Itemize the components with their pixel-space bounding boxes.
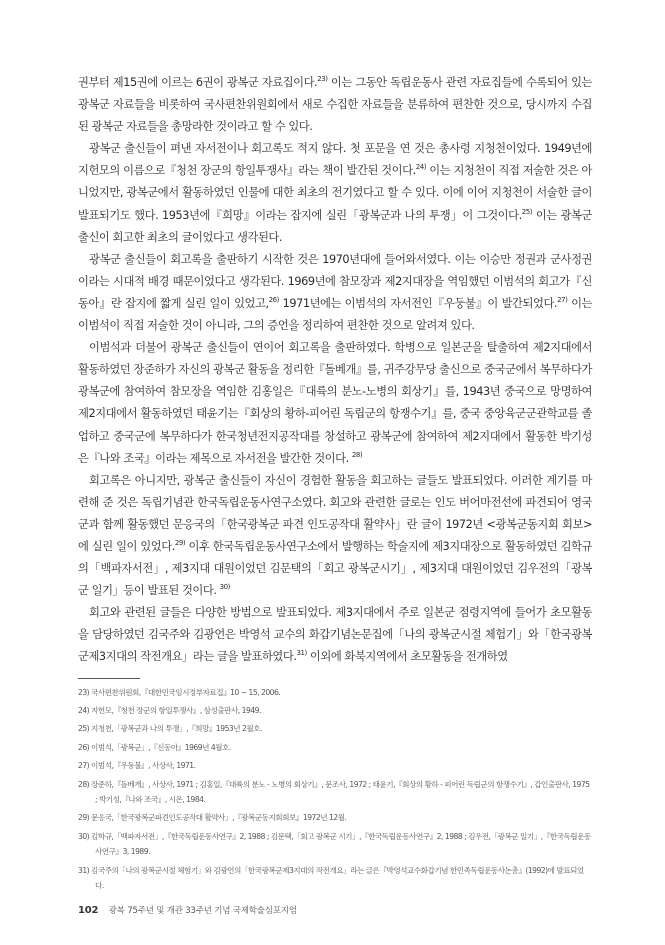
paragraph-text: 권부터 제15권에 이르는 6권이 광복군 자료집이다. bbox=[78, 76, 318, 89]
footnote: 25) 지청천,「광복군과 나의 투쟁」,『희망』1953년 2월호. bbox=[78, 724, 262, 734]
paragraph-text: 이는 그동안 독립운동사 관련 자료집들에 수록되어 있는 광복군 자료들을 비롯하여 국사편찬위원회에서 새로 수집한 자료들을 분류하여 편찬한 것으로, 당시까지 수집된 광복군 자료들을 총망라한 것이라고 할 수 있다. bbox=[78, 76, 593, 134]
footnote: 24) 지헌모,『청천 장군의 항일투쟁사』, 삼성출판사, 1949. bbox=[78, 706, 261, 716]
paragraph-text: 이외에 화북지역에서 초모활동을 전개하였 bbox=[306, 650, 508, 664]
footnote-reference[interactable]: 30) bbox=[219, 583, 230, 592]
body-paragraph bbox=[78, 602, 592, 668]
footnote: 26) 이범석,「광복군」,『신동아』1969년 4월호. bbox=[78, 742, 231, 752]
paragraph-text: 광복군 출신들이 회고록을 출판하기 시작한 것은 1970년대에 들어와서였다. 이는 이승만 정권과 군사정권이라는 시대적 배경 때문이었다고 생각된다. 1969년에 참모장과 제2지대장을 역임했던 이범석의 회고가『신동아』란 잡지에 짧게 실린 일이 있었고, bbox=[78, 252, 592, 310]
footnote-reference[interactable]: 28) bbox=[351, 450, 363, 459]
page-number: 102 bbox=[78, 905, 99, 916]
paragraph-text: 이는 지청천이 직접 저술한 것은 아니었지만, 광복군에서 활동하였던 인물에 대한 최초의 전기였다고 할 수 있다. 이에 이어 지청천이 서술한 글이 발표되기도 했다. 1953년에『희망』이라는 잡지에 실린「광복군과 나의 투쟁」이 그것이다. bbox=[78, 164, 592, 222]
body-text bbox=[78, 72, 592, 669]
body-paragraph bbox=[78, 337, 592, 470]
body-paragraph bbox=[78, 72, 592, 138]
paragraph-text: 이는 이범석이 직접 저술한 것이 아니라, 그의 증언을 정리하여 편찬한 것으로 알려져 있다. bbox=[78, 296, 592, 333]
footnote-reference[interactable]: 27) bbox=[557, 296, 568, 305]
paragraph-text: 1971년에는 이범석의 자서전인『우둥불』이 발간되었다. bbox=[278, 296, 558, 310]
footnote: 27) 이범석,『우둥불』, 사상사, 1971. bbox=[78, 760, 196, 770]
footnote-reference[interactable]: 31) bbox=[296, 649, 307, 658]
footnote-reference[interactable]: 25) bbox=[521, 207, 533, 216]
paragraph-text: 회고록은 아니지만, 광복군 출신들이 자신이 경험한 활동을 회고하는 글들도 발표되었다. 이러한 계기를 마련해 준 것은 독립기념관 한국독립운동사연구소였다. 회고와 관련한 글로는 인도 버어마전선에 파견되어 영국군과 함께 활동했던 문응국의「한국광복군 파견 인도공작대 활약사」란 글이 1972년 <광복군동지회 회보>에 실린 일이 있었다. bbox=[78, 473, 592, 553]
body-paragraph bbox=[78, 138, 592, 248]
footnote-reference[interactable]: 26) bbox=[268, 296, 279, 305]
footnote: 30) 김학규,「백파자서전」,『한국독립운동사연구』2, 1988 ; 김문택,「회고 광복군 시기」,『한국독립운동사연구』2, 1988 ; 김우전,「광복군 일기」,『한국독립운동사연구』3, 1989. bbox=[78, 832, 591, 857]
footnote-reference[interactable]: 23) bbox=[317, 75, 328, 84]
footnote-divider bbox=[78, 678, 140, 679]
paragraph-text: 회고와 관련된 글들은 다양한 방법으로 발표되었다. 제3지대에서 주로 일본군 점령지역에 들어가 초모활동을 담당하였던 김국주와 김광언은 박영석 교수의 화갑기념논문집에「나의 광복군시절 체험기」와「한국광복군제3지대의 작전개요」라는 글을 발표하였다. bbox=[78, 606, 592, 664]
footnote: 23) 국사편찬위원회,『대한민국임시정부자료집』10 ~ 15, 2006. bbox=[78, 688, 281, 697]
body-paragraph bbox=[78, 249, 592, 337]
footnote: 31) 김국주의「나의 광복군시절 체험기」와 김광언의「한국광복군제3지대의 작전개요」라는 글은『박영석교수화갑기념 한민족독립운동사논총』(1992)에 발표되었다. bbox=[78, 866, 584, 891]
body-paragraph bbox=[78, 470, 592, 603]
footnote-reference[interactable]: 24) bbox=[415, 163, 427, 172]
footnote: 28) 장준하,『돌베개』, 사상사, 1971 ; 김홍일,『대륙의 분노 - 노병의 회상기』, 문조사, 1972 ; 태윤기,『회상의 황하 - 피어린 독립군의 항쟁수기』, 갑인출판사, 1975 ; 박기성,『나와 조국』, 시온, 1984. bbox=[78, 780, 590, 805]
paragraph-text: 이범석과 더불어 광복군 출신들이 연이어 회고록을 출판하였다. 학병으로 일본군을 탈출하여 제2지대에서 활동하였던 장준하가 자신의 광복군 활동을 정리한『돌베개』를, 귀주강무당 출신으로 중국군에서 복무하다가 광복군에 참여하여 참모장을 역임한 김홍일은『대륙의 분노-노병의 회상기』를, 1943년 중국으로 망명하여 제2지대에서 활동하였던 태윤기는『회상의 황하-피어린 독립군의 항쟁수기』를, 중국 중앙육군군관학교를 졸업하고 중국군에 복무하다가 한국청년전지공작대를 창설하고 광복군에 참여하여 제2지대에서 활동한 박기성은『나와 조국』이라는 제목으로 자서전을 발간한 것이다. bbox=[78, 341, 592, 465]
footnote-reference[interactable]: 29) bbox=[174, 539, 186, 548]
running-title: 광복 75주년 및 개관 33주년 기념 국제학술심포지엄 bbox=[108, 906, 297, 916]
footnote: 29) 문응국,「한국광복군파견인도공작대 활약사」,『광복군동지회회보』1972년 12월. bbox=[78, 813, 347, 823]
paragraph-text: 광복군 출신들이 펴낸 자서전이나 회고록도 적지 않다. 첫 포문을 연 것은 총사령 지청천이었다. 1949년에 지헌모의 이름으로『청천 장군의 항일투쟁사』라는 책이 발간된 것이다. bbox=[78, 142, 592, 178]
paragraph-text: 이는 광복군 출신이 회고한 최초의 글이었다고 생각된다. bbox=[78, 208, 592, 244]
paragraph-text: 이후 한국독립운동사연구소에서 발행하는 학술지에 제3지대장으로 활동하였던 김학규의「백파자서전」, 제3지대 대원이었던 김문택의「회고 광복군시기」, 제3지대 대원이었던 김우전의「광복군 일기」등이 발표된 것이다. bbox=[78, 539, 592, 598]
footnotes bbox=[78, 684, 592, 895]
page-footer bbox=[78, 904, 297, 916]
